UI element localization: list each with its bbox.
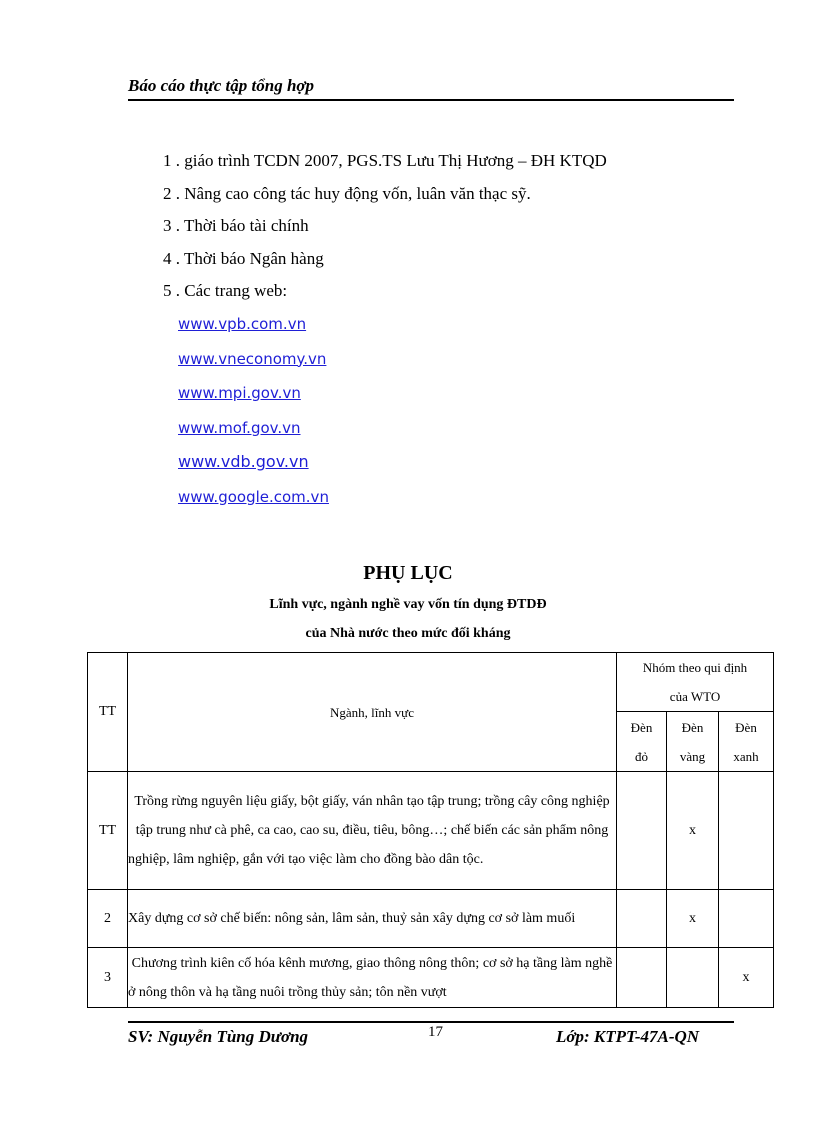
header-wto-group	[617, 653, 774, 712]
appendix-subtitle-line1: Lĩnh vực, ngành nghề vay vốn tín dụng ĐTDĐ	[269, 597, 547, 612]
table-row	[88, 948, 774, 1008]
website-link-vdb[interactable]: www.vdb.gov.vn	[178, 452, 309, 471]
page-number: 17	[428, 1024, 443, 1040]
header-yellow-line1: Đèn	[681, 719, 704, 735]
report-header-title: Báo cáo thực tập tổng hợp	[128, 76, 315, 95]
row-yellow	[667, 948, 719, 1008]
footer-student-name: SV: Nguyễn Tùng Dương	[128, 1027, 309, 1046]
appendix-table	[87, 652, 774, 1008]
reference-item: 4 . Thời báo Ngân hàng	[163, 248, 324, 268]
row-yellow: x	[667, 772, 719, 890]
row-text: Trồng rừng nguyên liệu giấy, bột giấy, ván nhân tạo tập trung; trồng cây công nghiệp tập trung như cà phê, ca cao, cao su, điều, tiêu, bông…; chế biến các sản phẩm nông nghiệp, lâm nghiệp, gắn với tạo việc làm cho đồng bào dân tộc.	[128, 772, 617, 890]
table-row	[88, 890, 774, 948]
header-field: Ngành, lĩnh vực	[128, 653, 617, 772]
row-red	[617, 890, 667, 948]
row-tt: 3	[88, 948, 128, 1008]
row-yellow: x	[667, 890, 719, 948]
header-red-line2: đỏ	[635, 748, 648, 764]
row-tt: 2	[88, 890, 128, 948]
header-divider	[128, 99, 734, 101]
website-link-mof[interactable]: www.mof.gov.vn	[178, 418, 301, 437]
row-text: Xây dựng cơ sở chế biến: nông sản, lâm sản, thuỷ sản xây dựng cơ sở làm muối	[128, 890, 617, 948]
footer-divider	[128, 1021, 734, 1023]
header-yellow-line2: vàng	[679, 748, 706, 764]
row-text: Chương trình kiên cố hóa kênh mương, giao thông nông thôn; cơ sở hạ tầng làm nghề ở nông thôn và hạ tầng nuôi trồng thủy sản; tôn nền vượt	[128, 948, 617, 1008]
header-red-light	[617, 712, 667, 772]
website-list	[178, 313, 329, 520]
reference-item: 1 . giáo trình TCDN 2007, PGS.TS Lưu Thị Hương – ĐH KTQD	[163, 151, 607, 170]
header-green-line2: xanh	[733, 748, 759, 764]
appendix-subtitle-line2: của Nhà nước theo mức đối kháng	[305, 626, 511, 641]
row-red	[617, 772, 667, 890]
header-yellow-light	[667, 712, 719, 772]
website-link-vpb[interactable]: www.vpb.com.vn	[178, 315, 307, 333]
row-tt: TT	[88, 772, 128, 890]
header-green-light	[719, 712, 774, 772]
website-link-mpi[interactable]: www.mpi.gov.vn	[178, 384, 301, 402]
appendix-title: PHỤ LỤC	[363, 562, 453, 584]
header-wto-line1: Nhóm theo qui định	[642, 660, 748, 675]
reference-list	[163, 150, 607, 313]
website-link-google[interactable]: www.google.com.vn	[178, 487, 329, 506]
header-tt: TT	[88, 653, 128, 772]
reference-item: 3 . Thời báo tài chính	[163, 216, 309, 235]
row-green	[719, 890, 774, 948]
header-red-line1: Đèn	[630, 719, 653, 735]
header-wto-line2: của WTO	[669, 689, 721, 704]
website-link-vneconomy[interactable]: www.vneconomy.vn	[178, 349, 327, 368]
footer-class: Lớp: KTPT-47A-QN	[556, 1027, 700, 1046]
reference-item: 5 . Các trang web:	[163, 281, 288, 300]
header-green-line1: Đèn	[735, 719, 757, 735]
reference-item: 2 . Nâng cao công tác huy động vốn, luân văn thạc sỹ.	[163, 183, 531, 203]
row-green: x	[719, 948, 774, 1008]
row-red	[617, 948, 667, 1008]
table-row	[88, 772, 774, 890]
row-green	[719, 772, 774, 890]
